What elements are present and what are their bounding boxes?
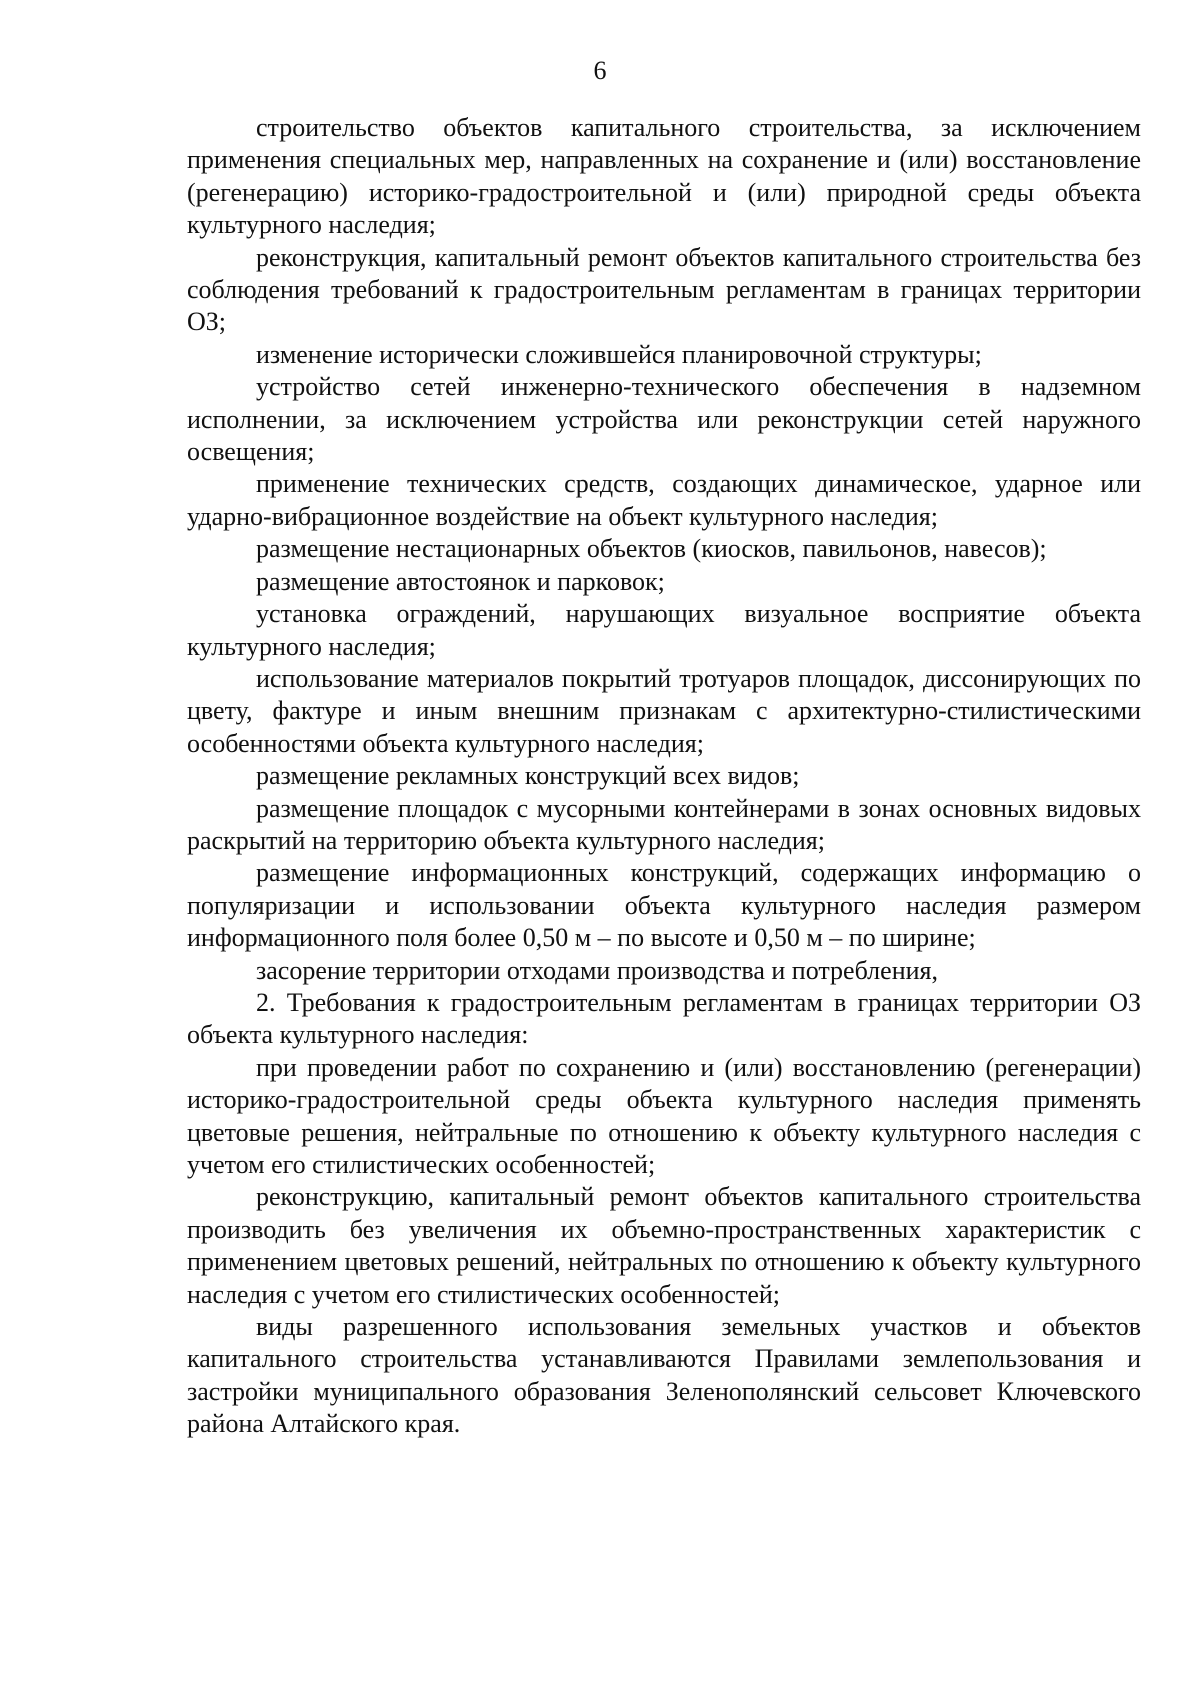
paragraph: при проведении работ по сохранению и (или) восстановлению (регенерации) историко-градостроительной среды объекта культурного наследия применять цветовые решения, нейтральные по отношению к объекту культурного наследия с учетом его стилистических особенностей;: [187, 1052, 1141, 1179]
paragraph: виды разрешенного использования земельных участков и объектов капитального строительства устанавливаются Правилами землепользования и застройки муниципального образования Зеленополянский сельсовет Ключевского района Алтайского края.: [187, 1312, 1141, 1439]
paragraph: изменение исторически сложившейся планировочной структуры;: [256, 339, 982, 369]
paragraph: размещение площадок с мусорными контейнерами в зонах основных видовых раскрытий на территорию объекта культурного наследия;: [187, 793, 1141, 855]
paragraph: размещение информационных конструкций, содержащих информацию о популяризации и использовании объекта культурного наследия размером информационного поля более 0,50 м – по высоте и 0,50 м – по ширине;: [187, 858, 1141, 953]
page-number: 6: [593, 56, 607, 85]
paragraph: размещение нестационарных объектов (киосков, павильонов, навесов);: [256, 534, 1047, 564]
paragraph: размещение рекламных конструкций всех видов;: [256, 761, 800, 791]
paragraph: строительство объектов капитального строительства, за исключением применения специальных мер, направленных на сохранение и (или) восстановление (регенерацию) историко-градостроительной и (или) природной среды объекта культурного наследия;: [187, 113, 1141, 240]
document-body: [187, 112, 1141, 1441]
paragraph: засорение территории отходами производства и потребления,: [256, 955, 938, 985]
paragraph: установка ограждений, нарушающих визуальное восприятие объекта культурного наследия;: [187, 599, 1141, 661]
paragraph: использование материалов покрытий тротуаров площадок, диссонирующих по цвету, фактуре и иным внешним признакам с архитектурно-стилистическими особенностями объекта культурного наследия;: [187, 663, 1141, 758]
paragraph: размещение автостоянок и парковок;: [256, 566, 665, 596]
paragraph: реконструкцию, капитальный ремонт объектов капитального строительства производить без увеличения их объемно-пространственных характеристик с применением цветовых решений, нейтральных по отношению к объекту культурного наследия с учетом его стилистических особенностей;: [187, 1182, 1141, 1309]
paragraph: применение технических средств, создающих динамическое, ударное или ударно-вибрационное воздействие на объект культурного наследия;: [187, 469, 1141, 531]
paragraph: реконструкция, капитальный ремонт объектов капитального строительства без соблюдения требований к градостроительным регламентам в границах территории ОЗ;: [187, 242, 1141, 337]
paragraph: устройство сетей инженерно-технического обеспечения в надземном исполнении, за исключением устройства или реконструкции сетей наружного освещения;: [187, 372, 1141, 467]
section-heading-paragraph: 2. Требования к градостроительным регламентам в границах территории ОЗ объекта культурного наследия:: [187, 987, 1141, 1050]
